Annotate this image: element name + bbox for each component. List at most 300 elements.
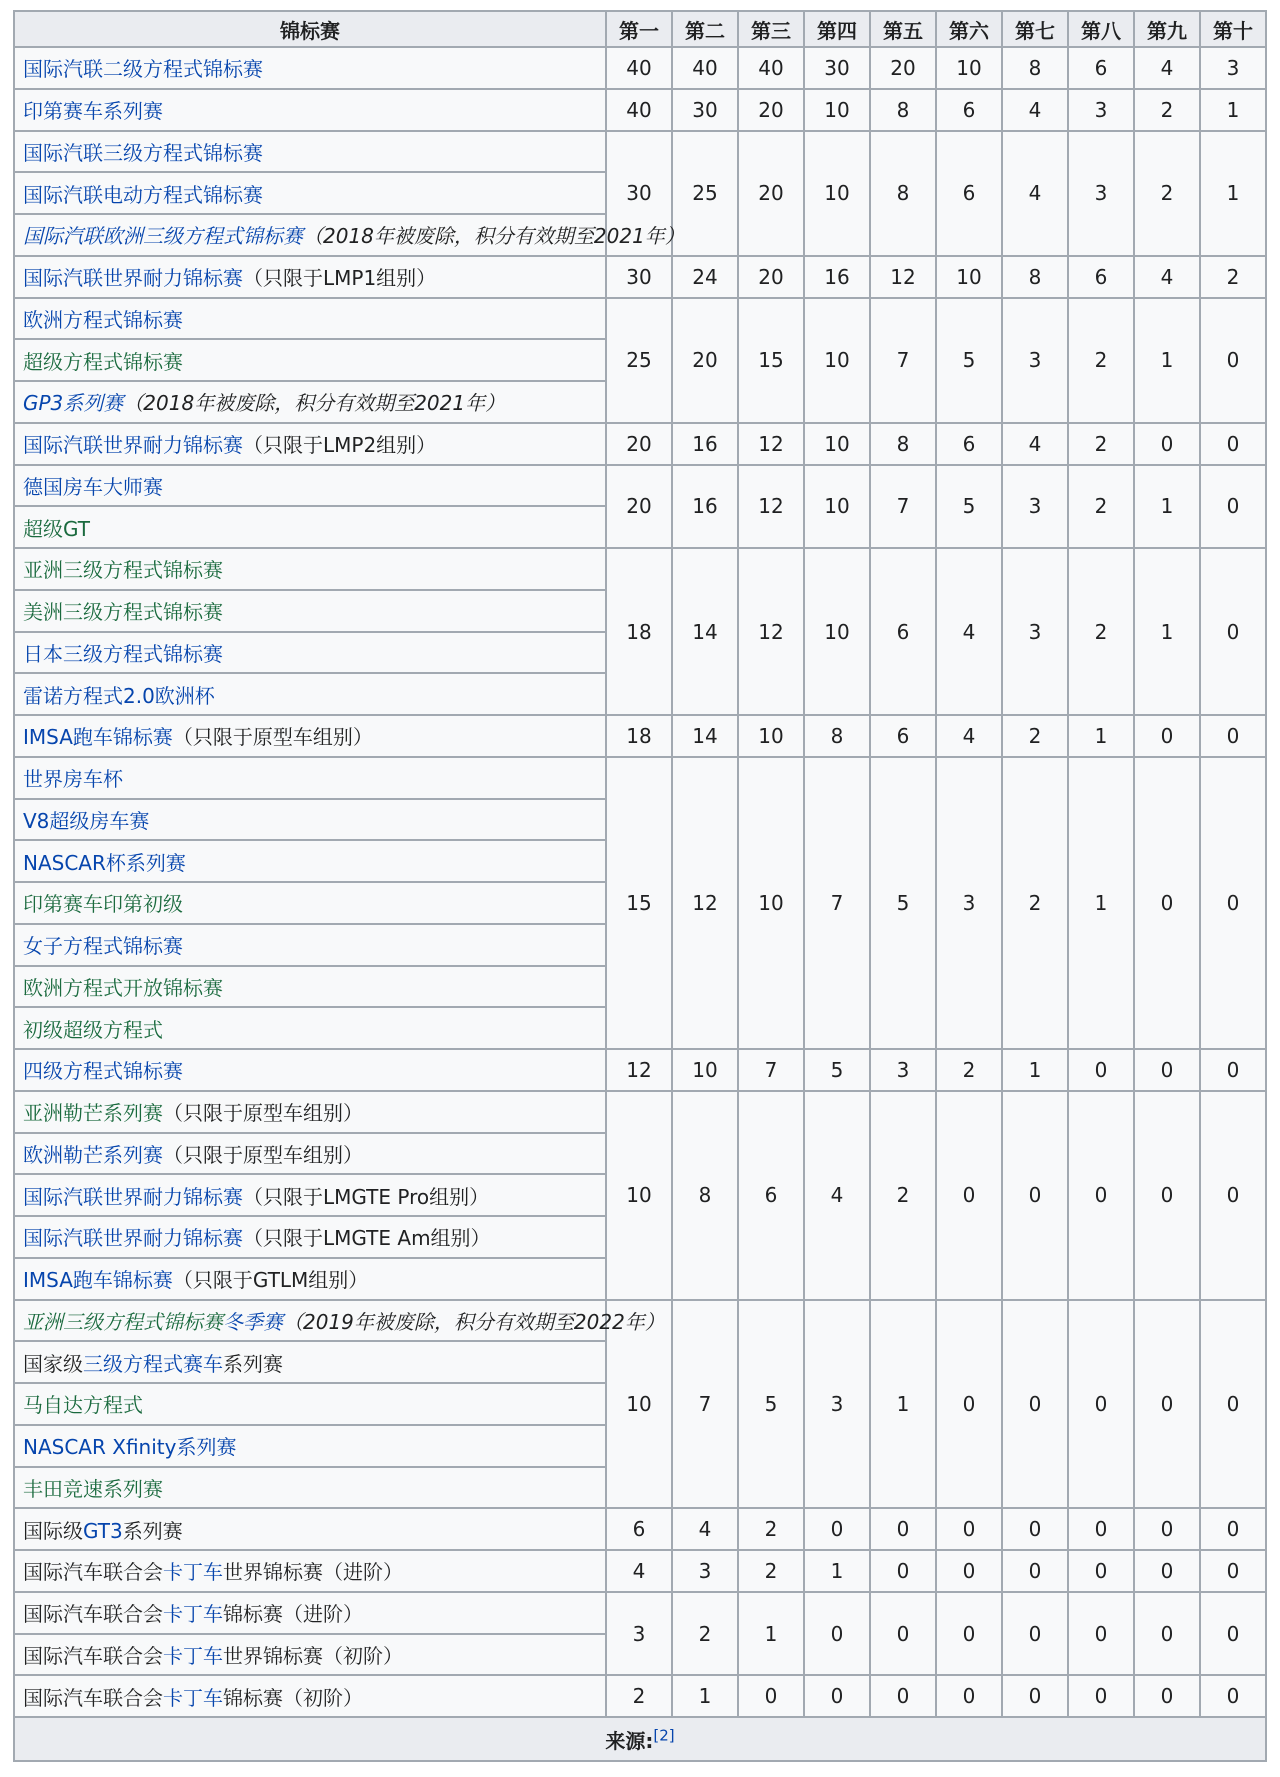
- series-name-cell: [14, 1258, 606, 1300]
- points-cell-place-10: 3: [1200, 47, 1266, 89]
- series-note: 系列赛: [223, 1351, 283, 1376]
- points-cell-place-1: 12: [606, 1049, 672, 1091]
- points-cell-place-6: 2: [936, 1049, 1002, 1091]
- series-link[interactable]: 丰田竞速系列赛: [23, 1476, 163, 1501]
- series-note: 国际级: [23, 1518, 83, 1543]
- points-cell-place-3: 12: [738, 423, 804, 465]
- series-link[interactable]: 欧洲方程式锦标赛: [23, 307, 183, 332]
- points-cell-place-4: 1: [804, 1550, 870, 1592]
- points-cell-place-5: 8: [870, 423, 936, 465]
- points-cell-place-4: 5: [804, 1049, 870, 1091]
- points-cell-place-9: 0: [1134, 1550, 1200, 1592]
- series-name-cell: [14, 1508, 606, 1550]
- series-link[interactable]: 国际汽联世界耐力锦标赛: [23, 1226, 243, 1251]
- series-note: 国际汽车联合会: [23, 1560, 163, 1585]
- points-cell-place-1: 18: [606, 548, 672, 715]
- points-cell-place-5: 12: [870, 256, 936, 298]
- points-cell-place-7: 4: [1002, 131, 1068, 256]
- points-cell-place-4: 10: [804, 298, 870, 423]
- series-link[interactable]: 印第赛车印第初级: [23, 892, 183, 917]
- points-cell-place-4: 7: [804, 757, 870, 1049]
- series-name-cell: [14, 1675, 606, 1717]
- points-cell-place-7: 3: [1002, 465, 1068, 549]
- header-place-6: 第六: [936, 11, 1002, 47]
- header-championship: 锦标赛: [14, 11, 606, 47]
- table-body: [14, 47, 1266, 1717]
- series-link[interactable]: 印第赛车系列赛: [23, 99, 163, 124]
- points-cell-place-9: 0: [1134, 1508, 1200, 1550]
- points-cell-place-4: 4: [804, 1091, 870, 1300]
- points-cell-place-8: 2: [1068, 465, 1134, 549]
- points-cell-place-3: 5: [738, 1300, 804, 1509]
- series-note: 国际汽车联合会: [23, 1602, 163, 1627]
- points-cell-place-9: 1: [1134, 548, 1200, 715]
- points-cell-place-6: 4: [936, 548, 1002, 715]
- points-cell-place-7: 3: [1002, 548, 1068, 715]
- series-name-cell: [14, 1300, 665, 1342]
- points-cell-place-8: 0: [1068, 1550, 1134, 1592]
- series-note: 系列赛: [122, 1518, 183, 1543]
- series-link[interactable]: 四级方程式锦标赛: [23, 1059, 183, 1084]
- points-cell-place-4: 30: [804, 47, 870, 89]
- series-note: 国际汽车联合会: [23, 1685, 163, 1710]
- series-note: 国际汽车联合会: [23, 1643, 163, 1668]
- points-cell-place-3: 0: [738, 1675, 804, 1717]
- header-place-9: 第九: [1134, 11, 1200, 47]
- points-cell-place-7: 4: [1002, 89, 1068, 131]
- series-name-cell: [14, 423, 606, 465]
- points-cell-place-3: 7: [738, 1049, 804, 1091]
- series-note: 国家级: [23, 1351, 83, 1376]
- points-cell-place-9: 0: [1134, 757, 1200, 1049]
- series-link[interactable]: 三级方程式赛车: [83, 1351, 223, 1376]
- points-cell-place-5: 7: [870, 465, 936, 549]
- points-cell-place-5: 3: [870, 1049, 936, 1091]
- points-cell-place-6: 5: [936, 298, 1002, 423]
- series-link[interactable]: 超级方程式锦标赛: [23, 349, 183, 374]
- points-cell-place-10: 0: [1200, 1550, 1266, 1592]
- points-cell-place-8: 1: [1068, 757, 1134, 1049]
- points-cell-place-2: 20: [672, 298, 738, 423]
- series-name-cell: [14, 799, 606, 841]
- points-cell-place-9: 1: [1134, 465, 1200, 549]
- points-cell-place-3: 2: [738, 1508, 804, 1550]
- points-cell-place-1: 10: [606, 1091, 672, 1300]
- series-name-cell: [14, 172, 606, 214]
- points-cell-place-5: 0: [870, 1550, 936, 1592]
- points-cell-place-4: 0: [804, 1508, 870, 1550]
- points-cell-place-2: 14: [672, 715, 738, 757]
- points-cell-place-9: 0: [1134, 1592, 1200, 1676]
- points-cell-place-8: 0: [1068, 1091, 1134, 1300]
- table-row: [14, 1049, 1266, 1091]
- points-cell-place-7: 2: [1002, 715, 1068, 757]
- series-link[interactable]: GP3系列赛: [23, 391, 124, 416]
- series-link[interactable]: NASCAR杯系列赛: [23, 850, 186, 875]
- header-place-7: 第七: [1002, 11, 1068, 47]
- series-link[interactable]: 初级超级方程式: [23, 1017, 163, 1042]
- points-cell-place-10: 0: [1200, 1300, 1266, 1509]
- points-cell-place-5: 6: [870, 548, 936, 715]
- series-link[interactable]: 国际汽联三级方程式锦标赛: [23, 140, 263, 165]
- points-cell-place-6: 0: [936, 1091, 1002, 1300]
- points-cell-place-4: 10: [804, 131, 870, 256]
- points-cell-place-3: 2: [738, 1550, 804, 1592]
- series-link[interactable]: 国际汽联二级方程式锦标赛: [23, 57, 263, 82]
- series-name-cell: [14, 840, 606, 882]
- points-cell-place-6: 5: [936, 465, 1002, 549]
- points-cell-place-6: 0: [936, 1508, 1002, 1550]
- series-link[interactable]: 冬季赛: [223, 1309, 283, 1334]
- points-cell-place-7: 0: [1002, 1300, 1068, 1509]
- series-link[interactable]: 卡丁车: [163, 1643, 223, 1668]
- points-cell-place-5: 8: [870, 131, 936, 256]
- series-note: （只限于原型车组别）: [163, 1142, 363, 1167]
- points-cell-place-2: 14: [672, 548, 738, 715]
- series-name-cell: [14, 548, 606, 590]
- points-cell-place-2: 7: [672, 1300, 738, 1509]
- points-cell-place-10: 0: [1200, 423, 1266, 465]
- header-row: [14, 11, 1266, 47]
- series-link[interactable]: 卡丁车: [163, 1602, 223, 1627]
- header-place-5: 第五: [870, 11, 936, 47]
- series-note: （只限于原型车组别）: [163, 1101, 363, 1126]
- points-cell-place-2: 24: [672, 256, 738, 298]
- points-cell-place-4: 3: [804, 1300, 870, 1509]
- series-link[interactable]: 女子方程式锦标赛: [23, 934, 183, 959]
- series-name-cell: [14, 757, 606, 799]
- points-cell-place-5: 0: [870, 1675, 936, 1717]
- points-cell-place-5: 2: [870, 1091, 936, 1300]
- points-cell-place-3: 6: [738, 1091, 804, 1300]
- series-link[interactable]: IMSA跑车锦标赛: [23, 725, 173, 750]
- points-cell-place-1: 20: [606, 423, 672, 465]
- points-cell-place-1: 30: [606, 256, 672, 298]
- series-link[interactable]: 超级GT: [23, 516, 91, 541]
- series-note: 世界锦标赛（初阶）: [223, 1643, 403, 1668]
- points-cell-place-5: 8: [870, 89, 936, 131]
- source-cell: [14, 1717, 1266, 1761]
- points-cell-place-1: 40: [606, 47, 672, 89]
- points-cell-place-9: 2: [1134, 131, 1200, 256]
- series-link[interactable]: IMSA跑车锦标赛: [23, 1268, 173, 1293]
- header-place-8: 第八: [1068, 11, 1134, 47]
- points-cell-place-6: 0: [936, 1300, 1002, 1509]
- points-cell-place-3: 12: [738, 548, 804, 715]
- points-cell-place-6: 10: [936, 256, 1002, 298]
- series-link[interactable]: 马自达方程式: [23, 1393, 143, 1418]
- points-cell-place-9: 0: [1134, 1091, 1200, 1300]
- series-link[interactable]: 国际汽联世界耐力锦标赛: [23, 433, 243, 458]
- source-ref-link[interactable]: [2]: [653, 1725, 675, 1744]
- table-row: [14, 298, 1266, 340]
- series-name-cell: [14, 47, 606, 89]
- table-row: [14, 548, 1266, 590]
- points-cell-place-7: 2: [1002, 757, 1068, 1049]
- series-link[interactable]: 国际汽联欧洲三级方程式锦标赛: [23, 224, 303, 249]
- points-cell-place-2: 16: [672, 465, 738, 549]
- points-cell-place-6: 0: [936, 1550, 1002, 1592]
- points-cell-place-8: 3: [1068, 131, 1134, 256]
- table-row: [14, 465, 1266, 507]
- points-cell-place-9: 0: [1134, 1049, 1200, 1091]
- table-row: [14, 1508, 1266, 1550]
- series-name-cell: [14, 1049, 606, 1091]
- series-name-cell: [14, 1216, 606, 1258]
- points-cell-place-10: 2: [1200, 256, 1266, 298]
- series-link[interactable]: 欧洲方程式开放锦标赛: [23, 975, 223, 1000]
- points-cell-place-6: 6: [936, 89, 1002, 131]
- series-note: （只限于LMGTE Am组别）: [243, 1226, 491, 1251]
- series-name-cell: [14, 298, 606, 340]
- series-link[interactable]: 欧洲勒芒系列赛: [23, 1142, 163, 1167]
- points-cell-place-9: 0: [1134, 715, 1200, 757]
- points-cell-place-1: 30: [606, 131, 672, 256]
- points-cell-place-2: 12: [672, 757, 738, 1049]
- table-row: [14, 47, 1266, 89]
- table-row: [14, 1550, 1266, 1592]
- points-cell-place-2: 3: [672, 1550, 738, 1592]
- series-link[interactable]: 国际汽联电动方程式锦标赛: [23, 182, 263, 207]
- series-name-cell: [14, 1007, 606, 1049]
- points-cell-place-3: 40: [738, 47, 804, 89]
- series-link[interactable]: 亚洲三级方程式锦标赛: [23, 1309, 223, 1334]
- series-link[interactable]: 世界房车杯: [23, 767, 123, 792]
- points-cell-place-4: 0: [804, 1592, 870, 1676]
- points-cell-place-3: 12: [738, 465, 804, 549]
- points-cell-place-10: 0: [1200, 298, 1266, 423]
- points-cell-place-7: 4: [1002, 423, 1068, 465]
- points-cell-place-8: 2: [1068, 548, 1134, 715]
- points-cell-place-2: 8: [672, 1091, 738, 1300]
- series-note: （2018年被废除，积分有效期至2021年）: [123, 391, 506, 416]
- table-row: [14, 131, 1266, 173]
- points-cell-place-10: 0: [1200, 548, 1266, 715]
- points-cell-place-2: 4: [672, 1508, 738, 1550]
- points-cell-place-10: 0: [1200, 1592, 1266, 1676]
- series-name-cell: [14, 506, 606, 548]
- points-cell-place-7: 8: [1002, 47, 1068, 89]
- points-cell-place-2: 2: [672, 1592, 738, 1676]
- points-cell-place-9: 4: [1134, 256, 1200, 298]
- points-cell-place-4: 16: [804, 256, 870, 298]
- points-cell-place-7: 8: [1002, 256, 1068, 298]
- points-cell-place-4: 10: [804, 548, 870, 715]
- series-note: 世界锦标赛（进阶）: [223, 1560, 403, 1585]
- series-name-cell: [14, 924, 606, 966]
- points-cell-place-8: 2: [1068, 423, 1134, 465]
- points-cell-place-1: 2: [606, 1675, 672, 1717]
- points-cell-place-3: 15: [738, 298, 804, 423]
- table-row: [14, 1675, 1266, 1717]
- points-cell-place-8: 0: [1068, 1300, 1134, 1509]
- series-name-cell: [14, 1341, 606, 1383]
- points-cell-place-3: 20: [738, 256, 804, 298]
- series-link[interactable]: 日本三级方程式锦标赛: [23, 641, 223, 666]
- series-name-cell: [14, 214, 685, 256]
- points-cell-place-2: 16: [672, 423, 738, 465]
- points-cell-place-9: 4: [1134, 47, 1200, 89]
- points-cell-place-3: 10: [738, 715, 804, 757]
- series-link[interactable]: 美洲三级方程式锦标赛: [23, 600, 223, 625]
- header-place-4: 第四: [804, 11, 870, 47]
- points-cell-place-8: 0: [1068, 1675, 1134, 1717]
- series-note: （只限于LMP1组别）: [243, 266, 437, 291]
- source-label: 来源:: [605, 1728, 654, 1753]
- points-cell-place-4: 0: [804, 1675, 870, 1717]
- series-link[interactable]: 国际汽联世界耐力锦标赛: [23, 266, 243, 291]
- points-cell-place-1: 25: [606, 298, 672, 423]
- points-cell-place-8: 6: [1068, 47, 1134, 89]
- points-cell-place-9: 2: [1134, 89, 1200, 131]
- table-row: [14, 757, 1266, 799]
- points-cell-place-9: 0: [1134, 423, 1200, 465]
- points-cell-place-2: 25: [672, 131, 738, 256]
- points-cell-place-5: 5: [870, 757, 936, 1049]
- points-cell-place-7: 3: [1002, 298, 1068, 423]
- points-cell-place-4: 8: [804, 715, 870, 757]
- points-cell-place-1: 4: [606, 1550, 672, 1592]
- points-cell-place-7: 0: [1002, 1091, 1068, 1300]
- series-note: （只限于LMGTE Pro组别）: [243, 1184, 490, 1209]
- series-link[interactable]: 亚洲勒芒系列赛: [23, 1101, 163, 1126]
- series-name-cell: [14, 1425, 606, 1467]
- series-note: （2018年被废除，积分有效期至2021年）: [303, 224, 685, 249]
- points-cell-place-3: 20: [738, 89, 804, 131]
- table-row: [14, 89, 1266, 131]
- points-cell-place-7: 0: [1002, 1508, 1068, 1550]
- series-link[interactable]: 卡丁车: [163, 1560, 223, 1585]
- series-note: 锦标赛（进阶）: [223, 1602, 363, 1627]
- series-name-cell: [14, 381, 606, 423]
- points-cell-place-6: 3: [936, 757, 1002, 1049]
- series-name-cell: [14, 882, 606, 924]
- points-cell-place-3: 20: [738, 131, 804, 256]
- series-name-cell: [14, 1091, 606, 1133]
- series-name-cell: [14, 673, 606, 715]
- table-row: [14, 715, 1266, 757]
- points-cell-place-5: 1: [870, 1300, 936, 1509]
- series-link[interactable]: V8超级房车赛: [23, 808, 150, 833]
- points-cell-place-10: 0: [1200, 1508, 1266, 1550]
- points-cell-place-9: 1: [1134, 298, 1200, 423]
- series-name-cell: [14, 465, 606, 507]
- series-link[interactable]: 雷诺方程式2.0欧洲杯: [23, 683, 215, 708]
- series-link[interactable]: 德国房车大师赛: [23, 474, 163, 499]
- points-cell-place-2: 40: [672, 47, 738, 89]
- series-note: （只限于LMP2组别）: [243, 433, 437, 458]
- series-name-cell: [14, 632, 606, 674]
- points-cell-place-6: 0: [936, 1675, 1002, 1717]
- table-row: [14, 1592, 1266, 1634]
- footer-row: [14, 1717, 1266, 1761]
- points-cell-place-8: 0: [1068, 1508, 1134, 1550]
- series-name-cell: [14, 89, 606, 131]
- points-cell-place-10: 0: [1200, 1675, 1266, 1717]
- points-cell-place-4: 10: [804, 89, 870, 131]
- points-table: [13, 10, 1267, 1762]
- points-cell-place-4: 10: [804, 465, 870, 549]
- series-name-cell: [14, 1133, 606, 1175]
- table-row: [14, 1091, 1266, 1133]
- series-note: 锦标赛（初阶）: [223, 1685, 363, 1710]
- series-name-cell: [14, 1634, 606, 1676]
- points-cell-place-10: 0: [1200, 757, 1266, 1049]
- series-name-cell: [14, 715, 606, 757]
- series-link[interactable]: GT3: [83, 1518, 123, 1543]
- points-cell-place-1: 18: [606, 715, 672, 757]
- points-cell-place-1: 3: [606, 1592, 672, 1676]
- points-cell-place-7: 0: [1002, 1675, 1068, 1717]
- points-cell-place-6: 0: [936, 1592, 1002, 1676]
- points-cell-place-8: 1: [1068, 715, 1134, 757]
- points-cell-place-10: 0: [1200, 465, 1266, 549]
- series-name-cell: [14, 339, 606, 381]
- points-cell-place-7: 0: [1002, 1592, 1068, 1676]
- points-cell-place-5: 0: [870, 1508, 936, 1550]
- series-name-cell: [14, 1550, 606, 1592]
- points-cell-place-3: 1: [738, 1592, 804, 1676]
- points-cell-place-2: 10: [672, 1049, 738, 1091]
- series-link[interactable]: 国际汽联世界耐力锦标赛: [23, 1184, 243, 1209]
- series-note: （2019年被废除，积分有效期至2022年）: [283, 1309, 665, 1334]
- table-row: [14, 1300, 1266, 1342]
- points-cell-place-8: 6: [1068, 256, 1134, 298]
- points-cell-place-2: 1: [672, 1675, 738, 1717]
- series-name-cell: [14, 590, 606, 632]
- series-name-cell: [14, 1467, 606, 1509]
- points-cell-place-6: 4: [936, 715, 1002, 757]
- series-note: （只限于原型车组别）: [172, 725, 373, 750]
- points-cell-place-10: 1: [1200, 89, 1266, 131]
- points-cell-place-1: 10: [606, 1300, 672, 1509]
- table-row: [14, 423, 1266, 465]
- series-note: （只限于GTLM组别）: [172, 1268, 369, 1293]
- series-link[interactable]: NASCAR Xfinity系列赛: [23, 1435, 237, 1460]
- points-cell-place-1: 40: [606, 89, 672, 131]
- series-name-cell: [14, 1174, 606, 1216]
- points-cell-place-8: 0: [1068, 1049, 1134, 1091]
- points-cell-place-7: 1: [1002, 1049, 1068, 1091]
- series-name-cell: [14, 1383, 606, 1425]
- points-cell-place-5: 6: [870, 715, 936, 757]
- points-cell-place-7: 0: [1002, 1550, 1068, 1592]
- points-cell-place-2: 30: [672, 89, 738, 131]
- points-cell-place-10: 0: [1200, 1091, 1266, 1300]
- points-cell-place-1: 20: [606, 465, 672, 549]
- points-cell-place-8: 0: [1068, 1592, 1134, 1676]
- series-link[interactable]: 卡丁车: [163, 1685, 223, 1710]
- series-name-cell: [14, 1592, 606, 1634]
- series-link[interactable]: 亚洲三级方程式锦标赛: [23, 558, 223, 583]
- header-place-1: 第一: [606, 11, 672, 47]
- table-row: [14, 256, 1266, 298]
- points-cell-place-6: 6: [936, 423, 1002, 465]
- header-place-2: 第二: [672, 11, 738, 47]
- points-cell-place-5: 20: [870, 47, 936, 89]
- points-cell-place-10: 1: [1200, 131, 1266, 256]
- points-cell-place-8: 2: [1068, 298, 1134, 423]
- points-cell-place-9: 0: [1134, 1675, 1200, 1717]
- header-place-10: 第十: [1200, 11, 1266, 47]
- points-cell-place-1: 15: [606, 757, 672, 1049]
- points-cell-place-4: 10: [804, 423, 870, 465]
- points-cell-place-10: 0: [1200, 1049, 1266, 1091]
- series-name-cell: [14, 256, 606, 298]
- points-cell-place-1: 6: [606, 1508, 672, 1550]
- points-cell-place-8: 3: [1068, 89, 1134, 131]
- points-cell-place-10: 0: [1200, 715, 1266, 757]
